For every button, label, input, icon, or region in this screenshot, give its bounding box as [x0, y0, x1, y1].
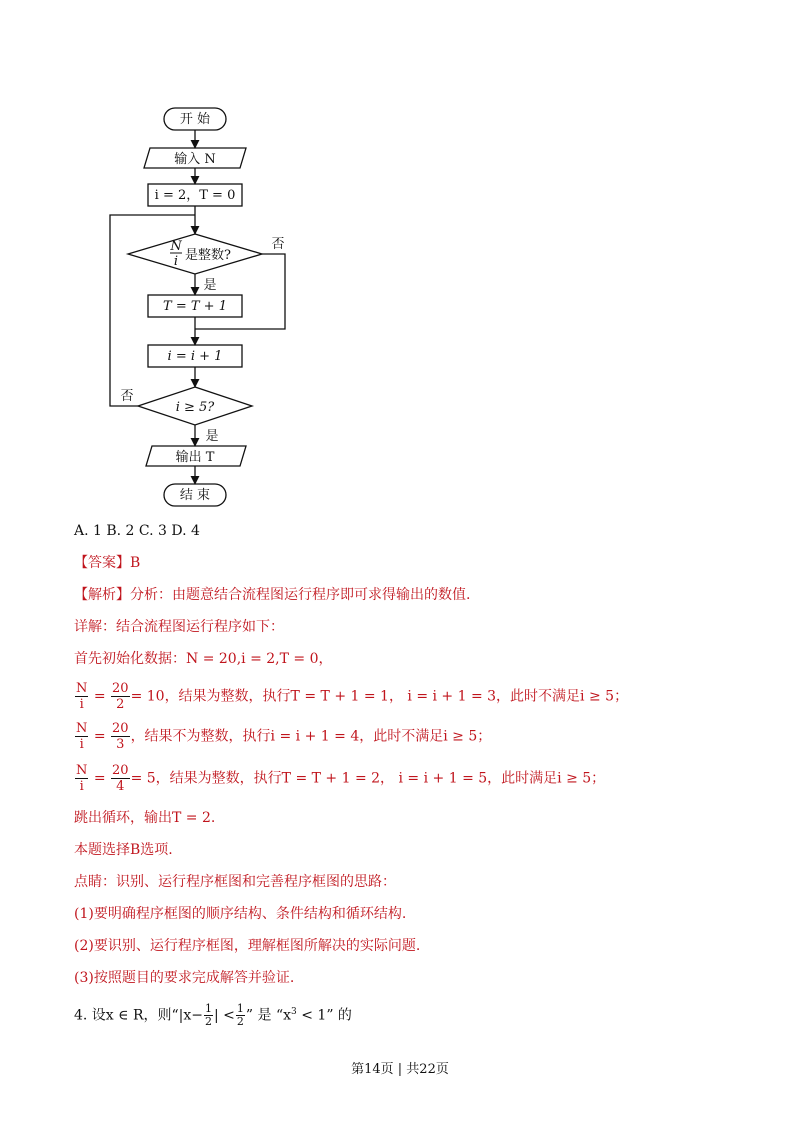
q4-prefix: 4. 设x ∈ R，则“|x− — [74, 1007, 204, 1024]
answer-line — [74, 553, 140, 573]
q4-fraction-1: $\frac{1}{2}$ — [205, 1002, 213, 1029]
flowchart — [100, 100, 320, 515]
fraction-value: $\frac{20}{2}$ — [112, 681, 129, 712]
init-math: N = 20,i = 2,T = 0， — [186, 651, 333, 667]
answer-tag: 【答案】 — [74, 555, 130, 571]
page-footer: 第14页 | 共22页 — [351, 1062, 449, 1077]
tip-item: (3)按照题目的要求完成解答并验证. — [74, 970, 295, 986]
tip-item: (2)要识别、运行程序框图，理解框图所解决的实际问题. — [74, 938, 421, 954]
fraction-value: $\frac{20}{4}$ — [112, 763, 129, 794]
question-4 — [74, 1002, 352, 1028]
q4-tail: < 1” 的 — [296, 1007, 352, 1024]
yes-label-1: 是 — [203, 278, 217, 293]
init-line — [74, 649, 333, 669]
answer-value: B — [130, 555, 141, 571]
fraction-n-over-i: $\frac{N}{i}$ — [76, 681, 88, 712]
step-desc: ，结果为整数，执行T = T + 1 = 1， i = i + 1 = 3，此时不满足i ≥ 5； — [164, 688, 629, 705]
input-label: 输入 N — [174, 152, 216, 167]
step-line-2: $\frac{N}{i}$ = $\frac{20}{3}$ ，结果不为整数，执行i = i + 1 = 4，此时不满足i ≥ 5； — [76, 721, 492, 752]
step1-label: T = T + 1 — [163, 299, 227, 314]
no-label-2: 否 — [120, 389, 134, 404]
fraction-n-over-i: $\frac{N}{i}$ — [76, 763, 88, 794]
step-line-3: $\frac{N}{i}$ = $\frac{20}{4}$ = 5，结果为整数，执行T = T + 1 = 2， i = i + 1 = 5，此时满足i ≥ 5； — [76, 763, 606, 794]
q4-power: 3 — [291, 1007, 297, 1017]
step-desc: ，结果为整数，执行T = T + 1 = 2， i = i + 1 = 5，此时满足i ≥ 5； — [155, 770, 606, 787]
init-text: 首先初始化数据： — [74, 651, 186, 667]
init-label: i = 2，T = 0 — [154, 188, 236, 203]
exit-line: 跳出循环，输出T = 2. — [74, 810, 216, 826]
fraction-n-over-i: $\frac{N}{i}$ — [76, 721, 88, 752]
fraction-value: $\frac{20}{3}$ — [112, 721, 129, 752]
cond2-label: i ≥ 5? — [175, 400, 215, 415]
answer-options: A. 1 B. 2 C. 3 D. 4 — [74, 523, 200, 539]
output-label: 输出 T — [175, 450, 215, 465]
end-label: 结 束 — [179, 488, 211, 503]
cond1-label: 是整数? — [185, 248, 231, 263]
choice-line: 本题选择B选项. — [74, 842, 173, 858]
q4-mid: | < — [214, 1007, 235, 1024]
step-desc: ，结果不为整数，执行i = i + 1 = 4，此时不满足i ≥ 5； — [130, 728, 492, 745]
tip-item: (1)要明确程序框图的顺序结构、条件结构和循环结构. — [74, 906, 407, 922]
q4-fraction-2: $\frac{1}{2}$ — [236, 1002, 244, 1029]
start-label: 开 始 — [179, 112, 211, 127]
step-line-1: $\frac{N}{i}$ = $\frac{20}{2}$ = 10，结果为整数，执行T = T + 1 = 1， i = i + 1 = 3，此时不满足i ≥ 5； — [76, 681, 629, 712]
analysis-text: 分析：由题意结合流程图运行程序即可求得输出的数值. — [130, 587, 471, 603]
yes-label-2: 是 — [205, 429, 219, 444]
step2-label: i = i + 1 — [167, 349, 223, 364]
analysis-tag: 【解析】 — [74, 587, 130, 603]
cond1-numerator: N — [170, 239, 182, 254]
tip-title: 点睛：识别、运行程序框图和完善程序框图的思路： — [74, 874, 396, 890]
analysis-line — [74, 585, 470, 605]
no-label-1: 否 — [271, 237, 285, 252]
cond1-denominator: i — [173, 254, 179, 269]
q4-suffix: ” 是 “x — [245, 1007, 292, 1024]
detail-title: 详解：结合流程图运行程序如下： — [74, 619, 284, 635]
step-result: = 5 — [130, 770, 156, 787]
step-result: = 10 — [130, 688, 165, 705]
